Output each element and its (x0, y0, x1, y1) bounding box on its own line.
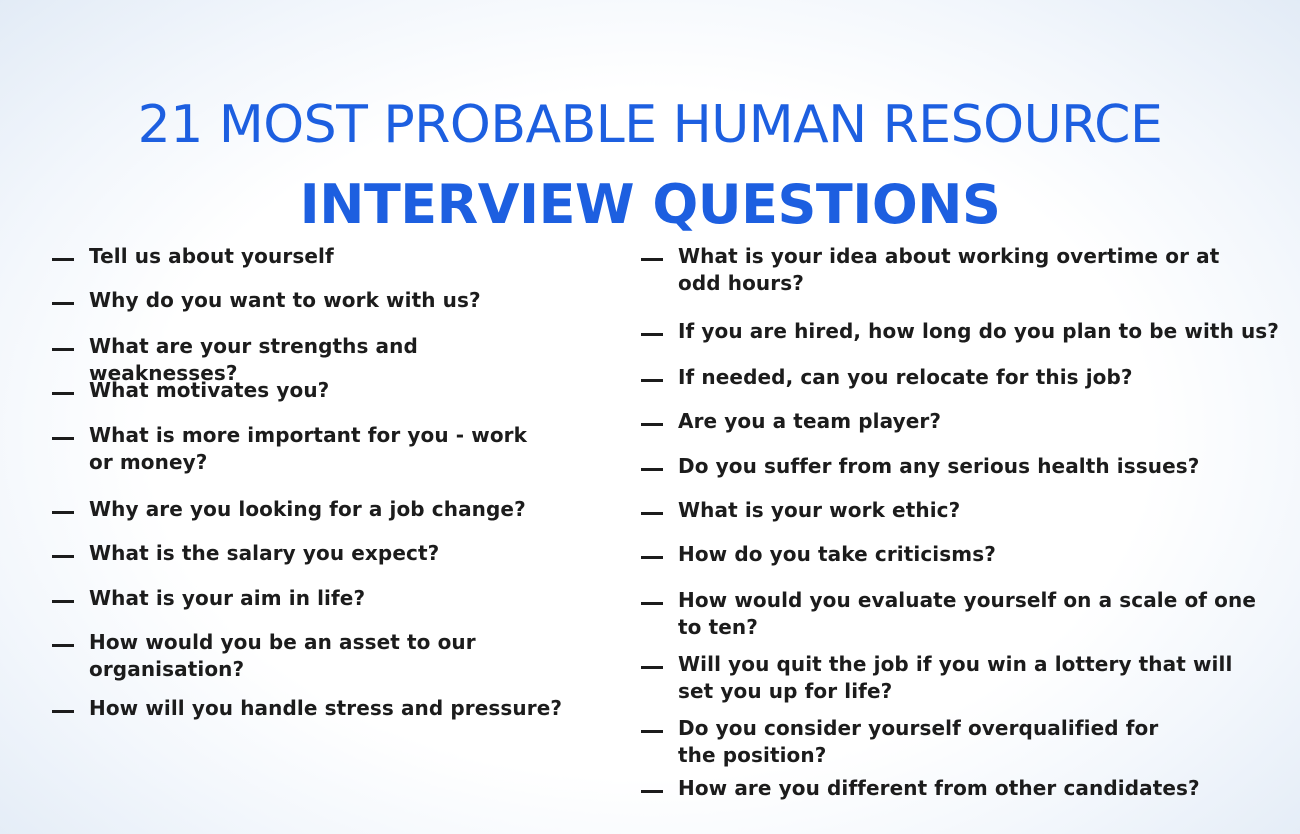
dash-bullet-icon (641, 333, 663, 336)
question-item (52, 287, 569, 314)
dash-bullet-icon (641, 730, 663, 733)
dash-bullet-icon (52, 644, 74, 647)
question-text: How would you be an asset to our organisation? (89, 630, 476, 681)
question-item (641, 775, 1278, 802)
question-item (641, 243, 1248, 297)
question-text: Do you consider yourself overqualified for the position? (678, 716, 1159, 767)
question-item (641, 364, 1278, 391)
question-text: Do you suffer from any serious health issues? (678, 454, 1200, 478)
question-text: What is your aim in life? (89, 586, 366, 610)
question-text: How would you evaluate yourself on a scale of one to ten? (678, 588, 1257, 639)
question-text: What is more important for you - work or money? (89, 423, 528, 474)
dash-bullet-icon (641, 602, 663, 605)
dash-bullet-icon (641, 666, 663, 669)
dash-bullet-icon (52, 437, 74, 440)
dash-bullet-icon (641, 790, 663, 793)
dash-bullet-icon (641, 379, 663, 382)
question-text: What motivates you? (89, 378, 330, 402)
dash-bullet-icon (641, 512, 663, 515)
question-item (641, 587, 1278, 641)
question-item (641, 408, 1278, 435)
dash-bullet-icon (52, 511, 74, 514)
dash-bullet-icon (641, 468, 663, 471)
dash-bullet-icon (641, 258, 663, 261)
question-item (641, 715, 1178, 769)
question-text: How do you take criticisms? (678, 542, 996, 566)
question-text: How are you different from other candidates? (678, 776, 1200, 800)
dash-bullet-icon (52, 302, 74, 305)
question-item (641, 497, 1278, 524)
question-item (52, 695, 569, 722)
question-item (641, 318, 1300, 345)
question-item (52, 422, 529, 476)
dash-bullet-icon (52, 555, 74, 558)
title-line-2: INTERVIEW QUESTIONS (299, 172, 1001, 236)
dash-bullet-icon (52, 710, 74, 713)
question-text: What is the salary you expect? (89, 541, 440, 565)
dash-bullet-icon (641, 556, 663, 559)
dash-bullet-icon (52, 600, 74, 603)
question-text: What is your work ethic? (678, 498, 961, 522)
dash-bullet-icon (641, 423, 663, 426)
question-item (641, 541, 1278, 568)
question-text: Tell us about yourself (89, 244, 334, 268)
question-text: What are your strengths and weaknesses? (89, 334, 418, 385)
question-item (52, 629, 509, 683)
dash-bullet-icon (52, 258, 74, 261)
question-text: What is your idea about working overtime or at odd hours? (678, 244, 1220, 295)
title-line-1: 21 MOST PROBABLE HUMAN RESOURCE (137, 94, 1163, 155)
dash-bullet-icon (52, 348, 74, 351)
question-item (52, 377, 569, 404)
question-text: Will you quit the job if you win a lottery that will set you up for life? (678, 652, 1233, 703)
question-item (52, 585, 569, 612)
question-text: If you are hired, how long do you plan to be with us? (678, 319, 1280, 343)
question-text: Why are you looking for a job change? (89, 497, 526, 521)
question-item (52, 243, 569, 270)
question-text: How will you handle stress and pressure? (89, 696, 563, 720)
question-text: If needed, can you relocate for this job? (678, 365, 1133, 389)
question-text: Why do you want to work with us? (89, 288, 481, 312)
question-item (52, 496, 569, 523)
question-item (52, 540, 569, 567)
dash-bullet-icon (52, 392, 74, 395)
question-item (641, 651, 1268, 705)
question-text: Are you a team player? (678, 409, 942, 433)
question-item (641, 453, 1278, 480)
